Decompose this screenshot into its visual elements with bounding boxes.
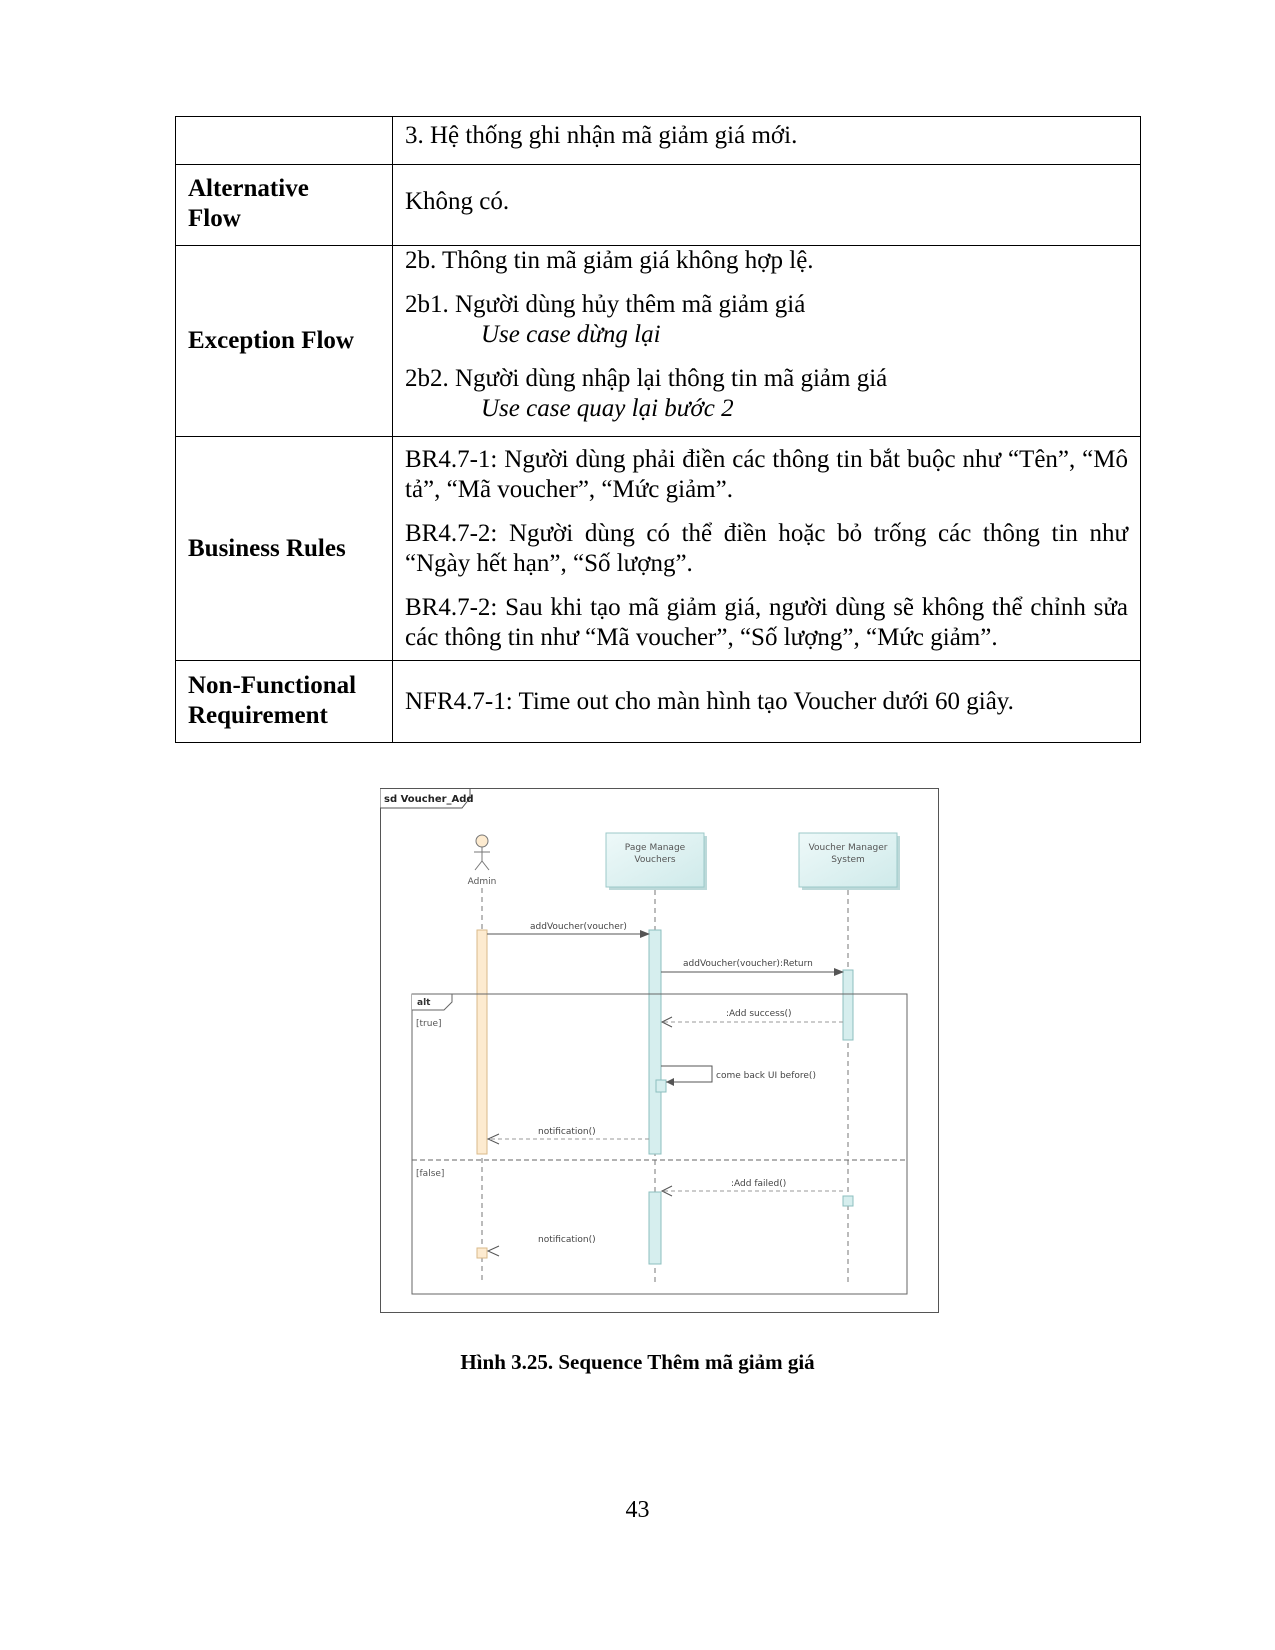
- lifeline-system-label-2: System: [831, 855, 865, 865]
- alt-label: alt: [417, 998, 431, 1008]
- figure-caption: Hình 3.25. Sequence Thêm mã giảm giá: [460, 1350, 815, 1374]
- exception-flow-value: [393, 246, 1141, 437]
- alternative-flow-label-line2: Flow: [188, 205, 241, 232]
- business-rule-2: BR4.7-2: Người dùng có thể điền hoặc bỏ trống các thông tin như “Ngày hết hạn”, “Số lượng”.: [405, 519, 1128, 577]
- exception-step-2b2-text: 2b2. Người dùng nhập lại thông tin mã giảm giá: [405, 365, 888, 392]
- table-row: [176, 246, 1141, 437]
- table-row: [176, 117, 1141, 165]
- message-add-voucher-label: addVoucher(voucher): [530, 922, 627, 932]
- page-number: 43: [625, 1497, 650, 1523]
- exception-step-2b1: [405, 290, 1128, 350]
- lifeline-system-label-1: Voucher Manager: [808, 843, 888, 853]
- lifeline-page-label-1: Page Manage: [624, 843, 686, 853]
- step-3-text: 3. Hệ thống ghi nhận mã giảm giá mới.: [393, 117, 1141, 165]
- business-rule-1: BR4.7-1: Người dùng phải điền các thông tin bắt buộc như “Tên”, “Mô tả”, “Mã voucher”, “Mức giảm”.: [405, 445, 1128, 503]
- activation-page-2: [649, 1192, 661, 1264]
- exception-step-2b2: [405, 364, 1128, 424]
- message-add-voucher-return-label: addVoucher(voucher):Return: [683, 959, 813, 969]
- table-row: [176, 165, 1141, 246]
- business-rule-3: BR4.7-2: Sau khi tạo mã giảm giá, người dùng sẽ không thể chỉnh sửa các thông tin như “Mã voucher”, “Số lượng”, “Mức giảm”.: [405, 593, 1128, 651]
- row-label-empty: [176, 117, 393, 165]
- message-notification-2-label: notification(): [538, 1235, 596, 1245]
- lifeline-page-label-2: Vouchers: [634, 855, 676, 865]
- exception-flow-label: Exception Flow: [176, 246, 393, 437]
- activation-system-2: [843, 1196, 853, 1206]
- non-functional-label-line1: Non-Functional: [188, 671, 357, 699]
- message-add-success-label: :Add success(): [726, 1009, 792, 1019]
- exception-step-2b2-result: Use case quay lại bước 2: [481, 395, 734, 422]
- guard-true: [true]: [416, 1019, 442, 1029]
- business-rules-value: [393, 437, 1141, 661]
- sequence-diagram: [380, 788, 940, 1314]
- exception-step-2b1-text: 2b1. Người dùng hủy thêm mã giảm giá: [405, 291, 806, 318]
- message-come-back-label: come back UI before(): [716, 1071, 816, 1081]
- exception-step-2b: 2b. Thông tin mã giảm giá không hợp lệ.: [405, 247, 814, 274]
- alternative-flow-label-line1: Alternative: [188, 175, 309, 202]
- non-functional-label: [176, 661, 393, 743]
- activation-system-1: [843, 970, 853, 1040]
- use-case-table: [175, 116, 1141, 743]
- message-notification-1-label: notification(): [538, 1127, 596, 1137]
- actor-label: Admin: [467, 877, 497, 887]
- table-row: [176, 661, 1141, 743]
- sequence-diagram-svg: [380, 788, 940, 1314]
- activation-admin-2: [477, 1248, 487, 1258]
- exception-step-2b1-result: Use case dừng lại: [481, 321, 661, 348]
- non-functional-value: NFR4.7-1: Time out cho màn hình tạo Voucher dưới 60 giây.: [393, 661, 1141, 743]
- frame-label: sd Voucher_Add: [384, 794, 474, 805]
- alternative-flow-value: Không có.: [393, 165, 1141, 246]
- guard-false: [false]: [416, 1169, 445, 1179]
- message-add-failed-label: :Add failed(): [731, 1179, 787, 1189]
- activation-admin: [477, 930, 487, 1154]
- alternative-flow-label: [176, 165, 393, 246]
- business-rules-label: Business Rules: [176, 437, 393, 661]
- table-row: [176, 437, 1141, 661]
- non-functional-label-line2: Requirement: [188, 701, 328, 729]
- activation-page-self: [656, 1080, 666, 1092]
- activation-page-1: [649, 930, 661, 1154]
